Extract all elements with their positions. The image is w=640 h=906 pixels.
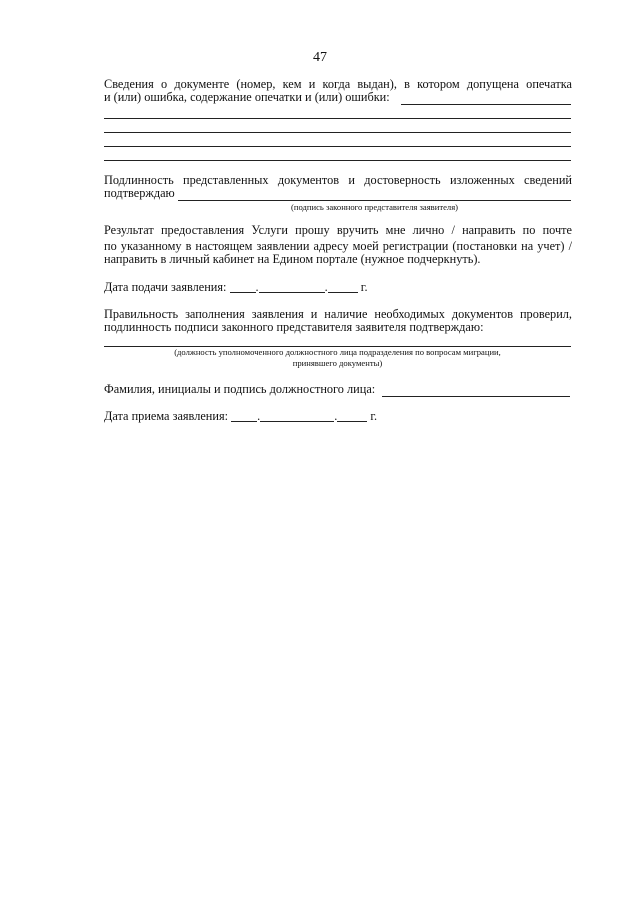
official-signature-row [104, 382, 375, 396]
submission-date-separator-2: . [324, 280, 328, 294]
verification-line-2: подлинность подписи законного представителя заявителя подтверждаю: [104, 320, 484, 334]
result-delivery-line-1: Результат предоставления Услуги прошу вручить мне лично / направить по почте [104, 223, 572, 237]
submission-date-month-field[interactable] [259, 281, 325, 293]
authenticity-signature-field[interactable] [178, 200, 571, 201]
document-info-line-2 [104, 90, 390, 104]
verification-line-1: Правильность заполнения заявления и наличие необходимых документов проверил, [104, 307, 572, 321]
verification-caption-line-1: (должность уполномоченного должностного лица подразделения по вопросам миграции, [174, 347, 501, 357]
document-info-field-4[interactable] [104, 146, 571, 147]
acceptance-date-separator-2: . [334, 409, 338, 423]
document-info-label: и (или) ошибка, содержание опечатки и (или) ошибки: [104, 90, 390, 104]
acceptance-date-row [104, 409, 377, 423]
result-delivery-line-3: направить в личный кабинет на Едином портале (нужное подчеркнуть). [104, 252, 481, 266]
document-info-field-2[interactable] [104, 118, 571, 119]
submission-date-day-field[interactable] [230, 281, 256, 293]
acceptance-date-year-suffix: г. [370, 409, 378, 423]
official-signature-field[interactable] [382, 396, 570, 397]
submission-date-year-field[interactable] [328, 281, 358, 293]
document-info-field-1[interactable] [401, 104, 571, 105]
acceptance-date-label: Дата приема заявления: [104, 409, 229, 423]
verification-caption-line-2: принявшего документы) [292, 358, 383, 368]
authenticity-caption: (подпись законного представителя заявителя) [290, 202, 459, 212]
page-number: 47 [313, 50, 327, 65]
document-info-field-5[interactable] [104, 160, 571, 161]
acceptance-date-year-field[interactable] [337, 410, 367, 422]
document-info-line-1: Сведения о документе (номер, кем и когда выдан), в котором допущена опечатка [104, 77, 572, 91]
acceptance-date-separator-1: . [257, 409, 261, 423]
submission-date-label: Дата подачи заявления: [104, 280, 227, 294]
acceptance-date-day-field[interactable] [231, 410, 257, 422]
acceptance-date-month-field[interactable] [260, 410, 334, 422]
document-info-field-3[interactable] [104, 132, 571, 133]
official-signature-label: Фамилия, инициалы и подпись должностного лица: [104, 382, 376, 396]
submission-date-row [104, 280, 368, 294]
submission-date-separator-1: . [255, 280, 259, 294]
authenticity-line-1: Подлинность представленных документов и достоверность изложенных сведений [104, 173, 572, 187]
authenticity-label: подтверждаю [104, 186, 175, 200]
authenticity-line-2 [104, 186, 175, 200]
submission-date-year-suffix: г. [360, 280, 368, 294]
result-delivery-line-2: по указанному в настоящем заявлении адресу моей регистрации (постановки на учет) / [104, 239, 572, 253]
